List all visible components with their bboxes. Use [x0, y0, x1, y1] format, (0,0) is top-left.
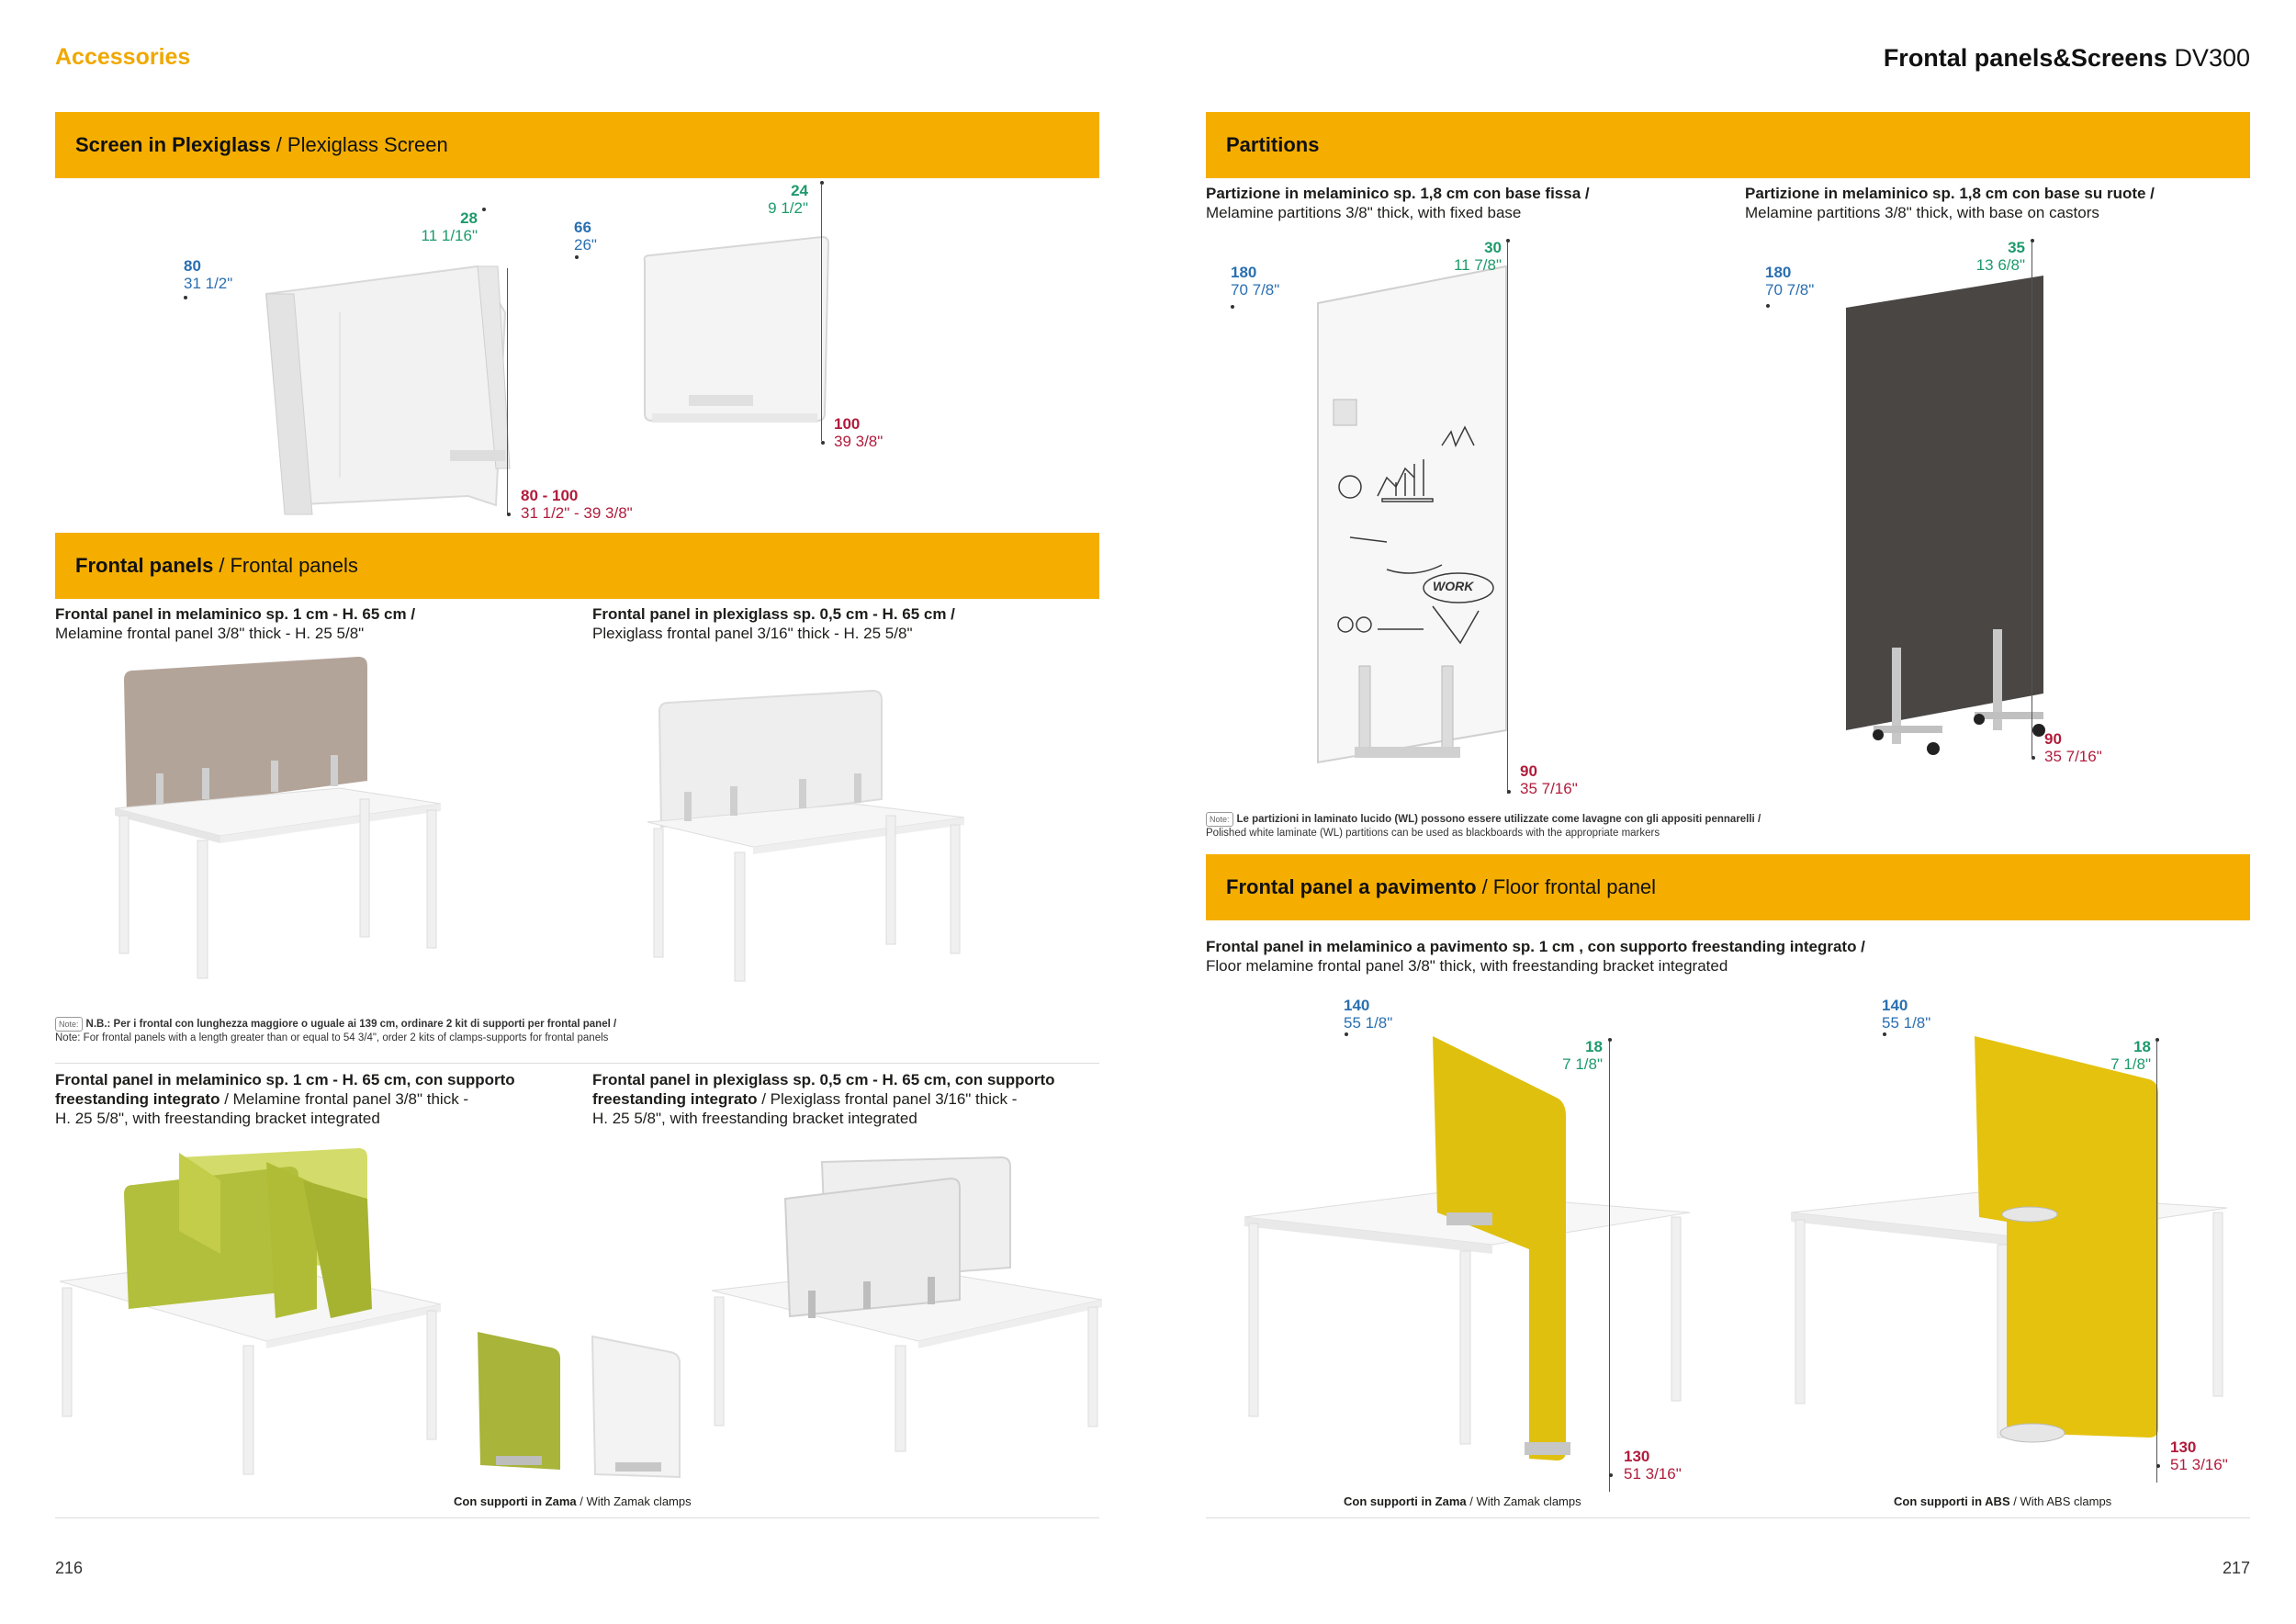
caption-plexiglass-freestanding: Frontal panel in plexiglass sp. 0,5 cm - H. 65 cm, con supporto freestanding integrato / Plexiglass frontal panel 3/16" thick - H. 25 5/8", with freestanding bracket integrated — [592, 1071, 1055, 1127]
desk-taupe-panel-illustration — [110, 652, 459, 992]
dim-line — [507, 268, 508, 514]
section-title: Frontal panels — [75, 554, 214, 577]
separator: / — [219, 554, 225, 577]
dim-marker — [2156, 1464, 2160, 1468]
partition-whiteboard-illustration — [1313, 262, 1515, 772]
dim-width-floor-a: 140 55 1/8" — [1344, 997, 1393, 1032]
dim-line — [2156, 1042, 2157, 1483]
floor-panel-desk-a-illustration — [1240, 1029, 1699, 1470]
desk-olive-crosspanel-illustration — [55, 1144, 450, 1483]
page-title — [1884, 44, 2250, 73]
section-bar-frontal-panels — [55, 533, 1099, 599]
dim-depth-a: 28 11 1/16" — [421, 209, 478, 244]
section-title: Screen in Plexiglass — [75, 133, 271, 156]
partition-castors-illustration — [1841, 271, 2062, 767]
dim-marker — [575, 255, 579, 259]
dim-depth-partition-b: 35 13 6/8" — [1975, 239, 2025, 274]
divider — [55, 1063, 1099, 1064]
desk-plexiglass-panel-illustration — [643, 689, 992, 1001]
caption-zamak-clamps-floor: Con supporti in Zama / With Zamak clamps — [1344, 1494, 1581, 1508]
dim-marker — [1345, 1032, 1348, 1036]
section-bar-partitions — [1206, 112, 2250, 178]
page-number-right: 217 — [2222, 1559, 2250, 1577]
dim-marker — [1766, 304, 1770, 308]
dim-marker — [2032, 756, 2035, 760]
divider — [1206, 1517, 2250, 1518]
dim-marker — [1231, 305, 1234, 309]
section-label: Accessories — [55, 44, 191, 70]
desk-plexiglass-crosspanel-illustration — [707, 1153, 1111, 1456]
caption-plexiglass-frontal: Frontal panel in plexiglass sp. 0,5 cm - H. 65 cm / Plexiglass frontal panel 3/16" thick - H. 25 5/8" — [592, 605, 955, 642]
white-panel-sample-illustration — [588, 1332, 689, 1483]
dim-height-a: 80 - 100 31 1/2" - 39 3/8" — [521, 487, 633, 522]
dim-depth-floor-a: 18 7 1/8" — [1562, 1038, 1603, 1073]
plexiglass-screen-a-illustration — [257, 257, 533, 514]
section-subtitle: Plexiglass Screen — [287, 133, 448, 156]
dim-width-floor-b: 140 55 1/8" — [1882, 997, 1931, 1032]
section-subtitle: Frontal panels — [230, 554, 358, 577]
note-frontal-supports: Note: N.B.: Per i frontal con lunghezza maggiore o uguale ai 139 cm, ordinare 2 kit di supporti per frontal panel / Note: For frontal panels with a length greater than or equal to 54 3/4", order 2 kits of clamps-supports for frontal panels — [55, 1019, 617, 1043]
floor-panel-desk-b-illustration — [1786, 1029, 2236, 1460]
dim-depth-floor-b: 18 7 1/8" — [2110, 1038, 2151, 1073]
separator: / — [276, 133, 282, 156]
dim-marker — [821, 441, 825, 445]
section-bar-plexiglass — [55, 112, 1099, 178]
dim-height-floor-b: 130 51 3/16" — [2170, 1438, 2228, 1473]
section-bar-floor-frontal — [1206, 854, 2250, 920]
caption-floor-frontal: Frontal panel in melaminico a pavimento sp. 1 cm , con supporto freestanding integrato / Floor melamine frontal panel 3/8" thick, with freestanding bracket integrated — [1206, 938, 1865, 975]
dim-line — [1507, 242, 1508, 794]
caption-zamak-clamps: Con supporti in Zama / With Zamak clamps — [454, 1494, 692, 1508]
dim-line — [821, 184, 822, 441]
caption-melamine-frontal: Frontal panel in melaminico sp. 1 cm - H. 65 cm / Melamine frontal panel 3/8" thick - H. 25 5/8" — [55, 605, 416, 642]
dim-width-partition-b: 180 70 7/8" — [1765, 264, 1815, 299]
dim-width-a: 80 31 1/2" — [184, 257, 233, 292]
dim-marker — [482, 208, 486, 211]
plexiglass-screen-b-illustration — [634, 230, 836, 432]
note-partitions-whiteboard: Note: Le partizioni in laminato lucido (WL) possono essere utilizzate come lavagne con gli appositi pennarelli / Polished white laminate (WL) partitions can be used as blackboards with the appropriate markers — [1206, 814, 1761, 839]
section-subtitle: Floor frontal panel — [1492, 875, 1657, 898]
whiteboard-text: WORK — [1433, 579, 1474, 593]
dim-height-b: 100 39 3/8" — [834, 415, 884, 450]
dim-depth-partition-a: 30 11 7/8" — [1453, 239, 1502, 274]
dim-marker — [1883, 1032, 1886, 1036]
dim-depth-b: 24 9 1/2" — [768, 182, 808, 217]
divider — [55, 1517, 1099, 1518]
caption-partition-fixed: Partizione in melaminico sp. 1,8 cm con base fissa / Melamine partitions 3/8" thick, with fixed base — [1206, 185, 1590, 221]
page-title-model: DV300 — [2174, 44, 2250, 72]
section-title: Frontal panel a pavimento — [1226, 875, 1477, 898]
page-title-bold: Frontal panels&Screens — [1883, 44, 2167, 72]
caption-melamine-freestanding: Frontal panel in melaminico sp. 1 cm - H. 65 cm, con supporto freestanding integrato / Melamine frontal panel 3/8" thick - H. 25 5/8", with freestanding bracket integrated — [55, 1071, 515, 1127]
dim-marker — [184, 296, 187, 299]
separator: / — [1481, 875, 1488, 898]
dim-height-floor-a: 130 51 3/16" — [1624, 1448, 1682, 1483]
dim-height-partition-b: 90 35 7/16" — [2044, 730, 2102, 765]
dim-marker — [1609, 1473, 1613, 1477]
dim-marker — [1507, 790, 1511, 794]
dim-line — [1609, 1042, 1610, 1492]
dim-marker — [507, 513, 511, 516]
dim-width-b: 66 26" — [574, 219, 597, 254]
dim-height-partition-a: 90 35 7/16" — [1520, 762, 1578, 797]
caption-partition-castors: Partizione in melaminico sp. 1,8 cm con base su ruote / Melamine partitions 3/8" thick, with base on castors — [1745, 185, 2155, 221]
dim-width-partition-a: 180 70 7/8" — [1231, 264, 1280, 299]
section-title: Partitions — [1226, 133, 1320, 156]
olive-panel-sample-illustration — [473, 1327, 565, 1479]
caption-abs-clamps-floor: Con supporti in ABS / With ABS clamps — [1894, 1494, 2112, 1508]
page-number-left: 216 — [55, 1559, 84, 1577]
